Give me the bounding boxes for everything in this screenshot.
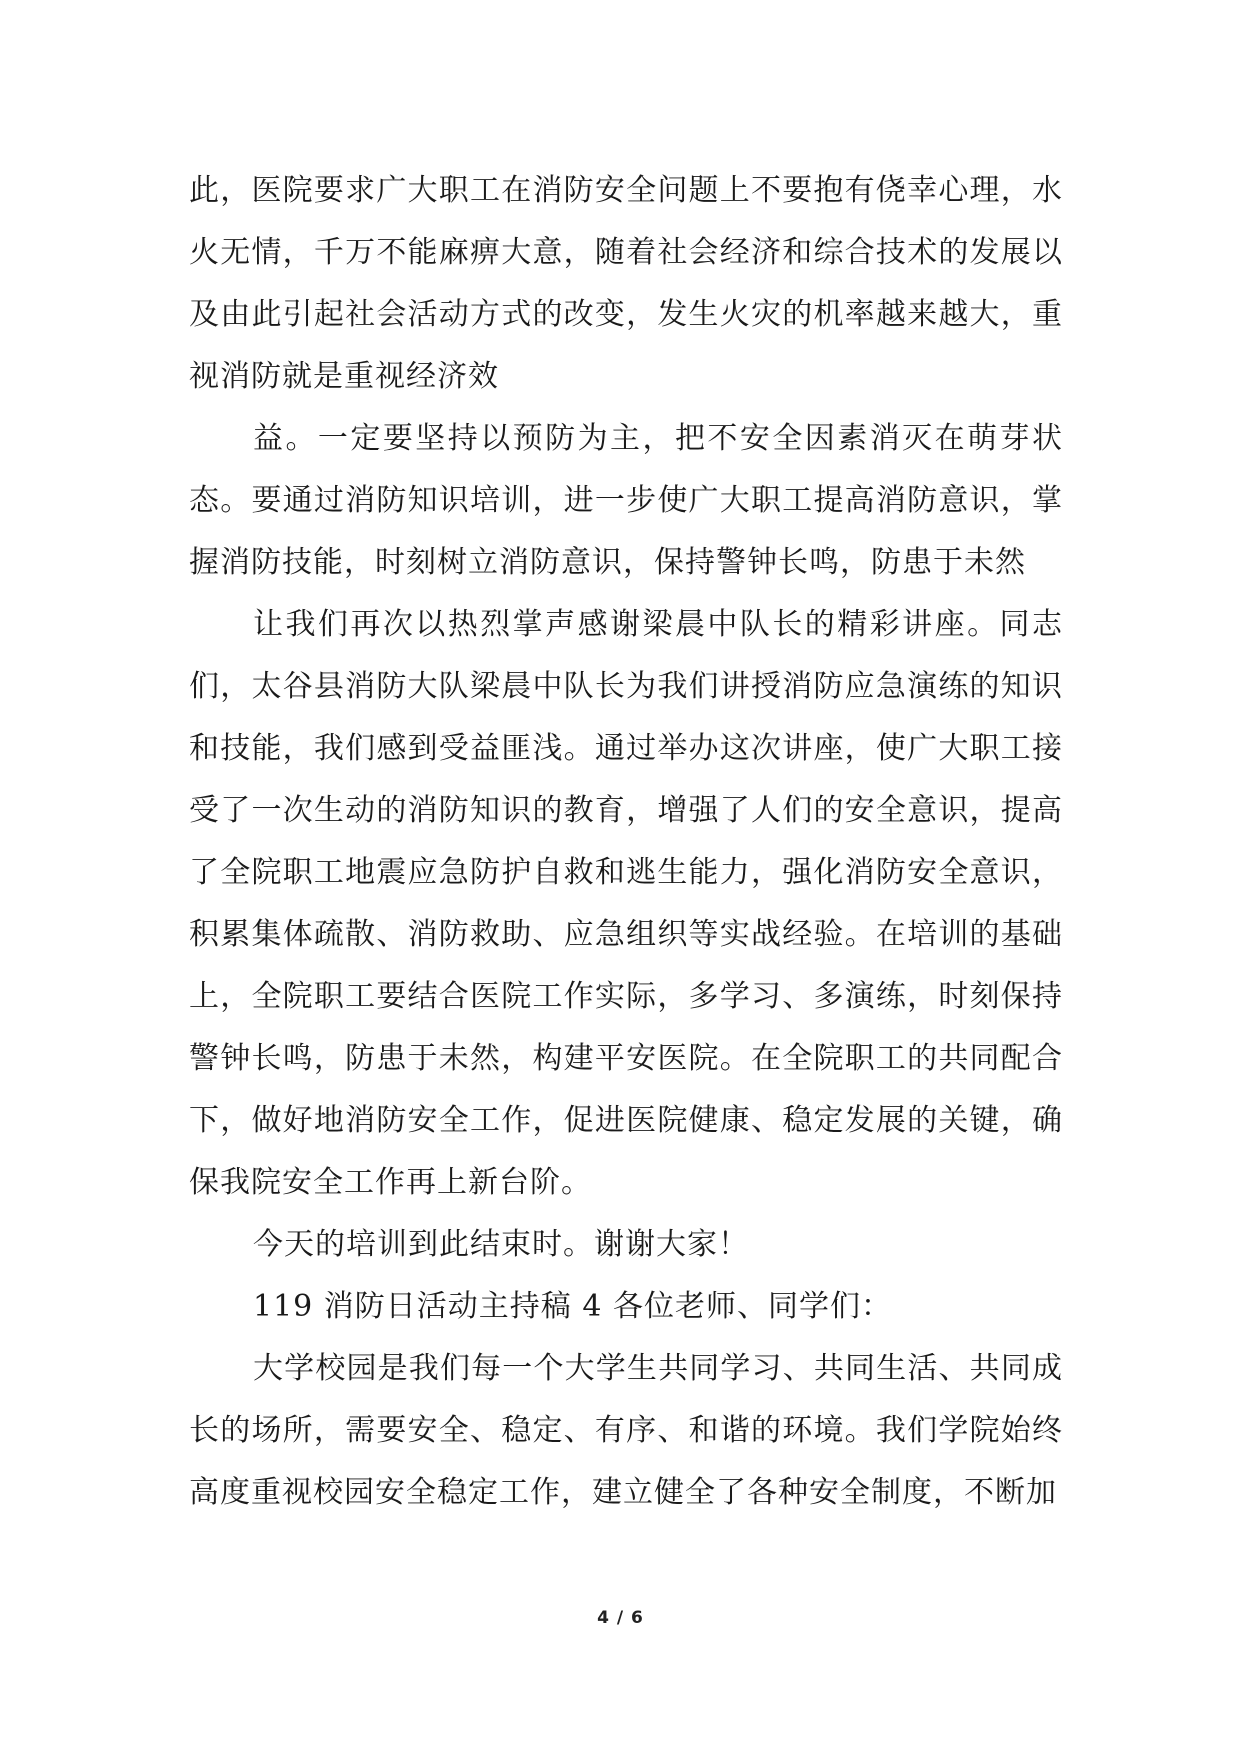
paragraph-2: 益。一定要坚持以预防为主，把不安全因素消灭在萌芽状态。要通过消防知识培训，进一步使广大职工提高消防意识，掌握消防技能，时刻树立消防意识，保持警钟长鸣，防患于未然 [189,421,1063,580]
paragraph-1: 此，医院要求广大职工在消防安全问题上不要抱有侥幸心理，水火无情，千万不能麻痹大意，随着社会经济和综合技术的发展以及由此引起社会活动方式的改变，发生火灾的机率越来越大，重视消防就是重视经济效 [189,173,1063,394]
page-number: 4 / 6 [597,1608,644,1628]
paragraph-4: 今天的培训到此结束时。谢谢大家！ [253,1227,749,1262]
paragraph-6: 大学校园是我们每一个大学生共同学习、共同生活、共同成长的场所，需要安全、稳定、有序、和谐的环境。我们学院始终高度重视校园安全稳定工作，建立健全了各种安全制度，不断加 [189,1351,1063,1510]
paragraph-3: 让我们再次以热烈掌声感谢梁晨中队长的精彩讲座。同志们，太谷县消防大队梁晨中队长为我们讲授消防应急演练的知识和技能，我们感到受益匪浅。通过举办这次讲座，使广大职工接受了一次生动的消防知识的教育，增强了人们的安全意识，提高了全院职工地震应急防护自救和逃生能力，强化消防安全意识，积累集体疏散、消防救助、应急组织等实战经验。在培训的基础上，全院职工要结合医院工作实际，多学习、多演练，时刻保持警钟长鸣，防患于未然，构建平安医院。在全院职工的共同配合下，做好地消防安全工作，促进医院健康、稳定发展的关键，确保我院安全工作再上新台阶。 [189,607,1063,1200]
document-body [189,160,1063,1524]
paragraph-5: 119 消防日活动主持稿 4 各位老师、同学们： [253,1289,892,1324]
